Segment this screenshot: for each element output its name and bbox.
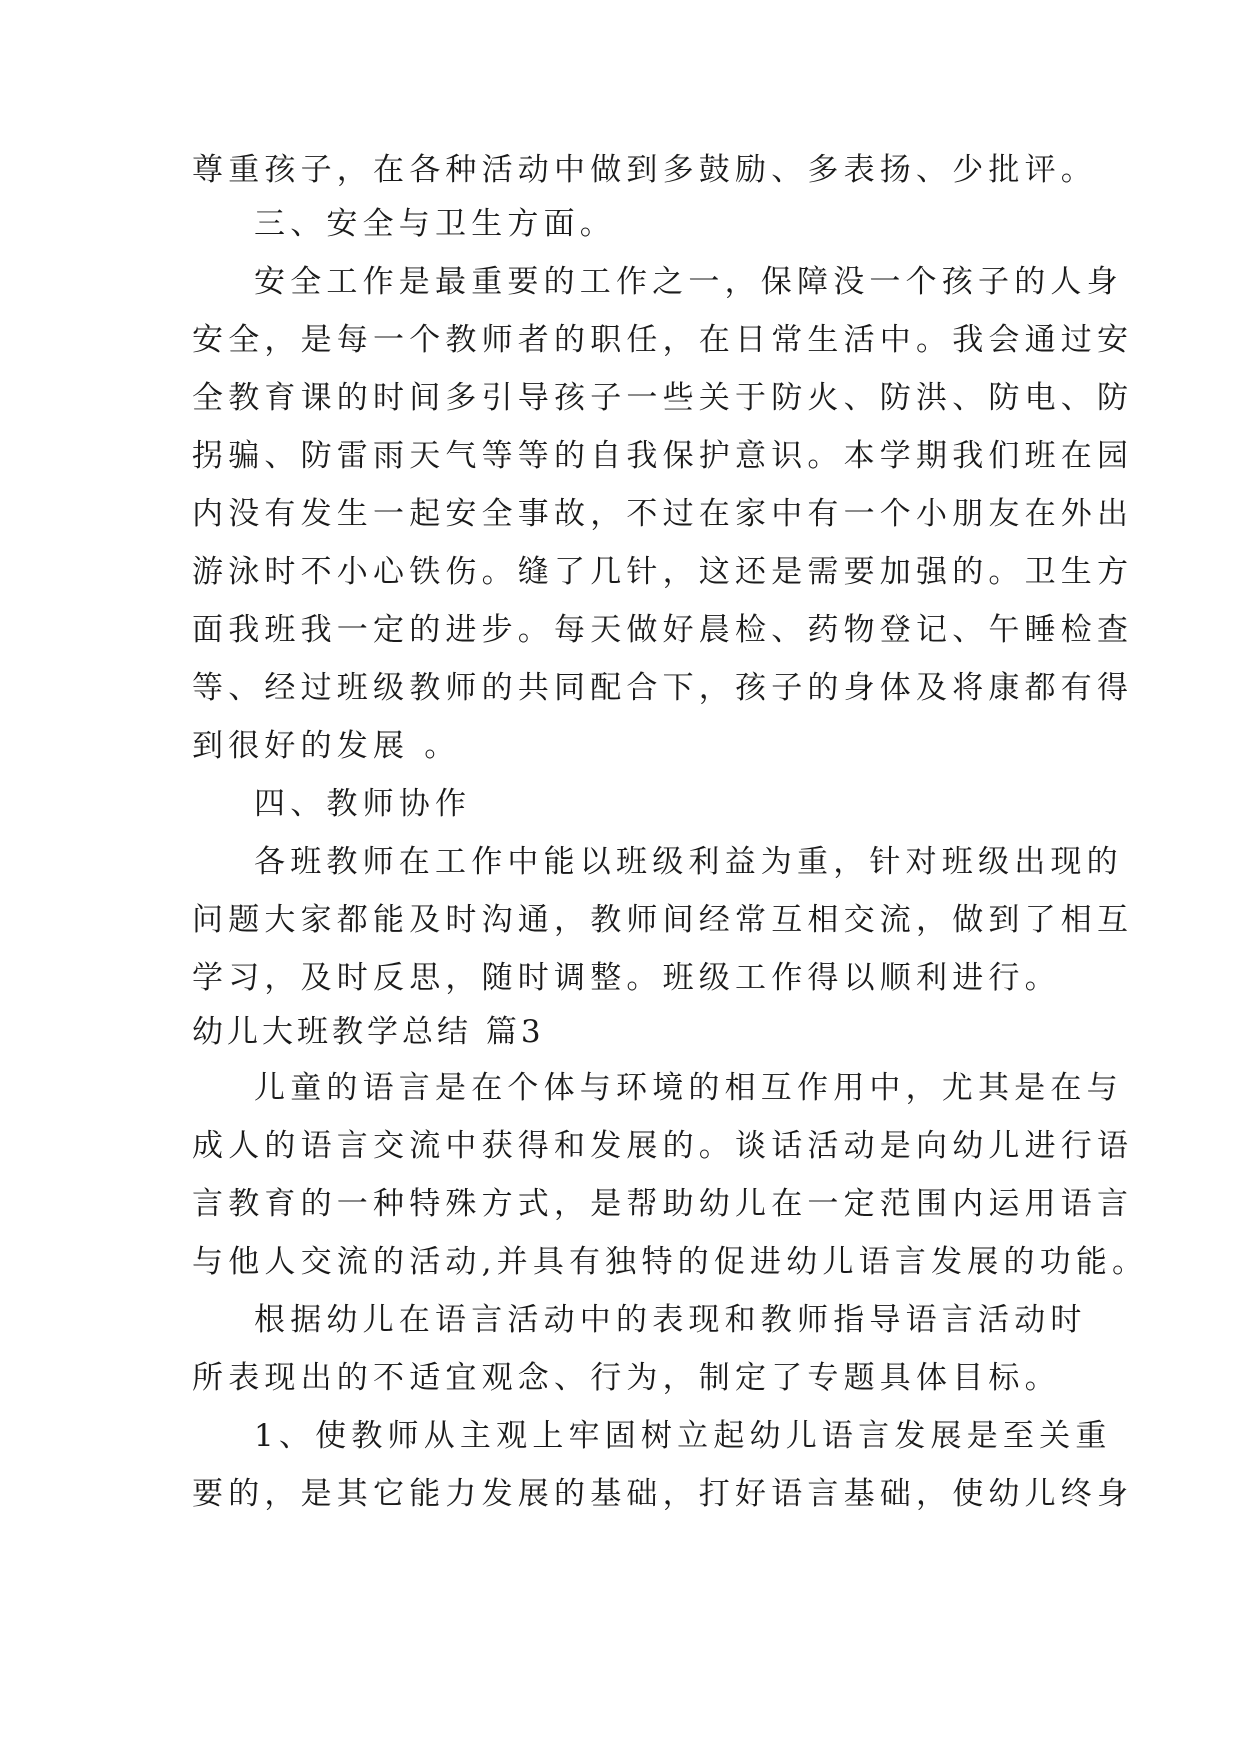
text-line: 问题大家都能及时沟通，教师间经常互相交流，做到了相互: [192, 902, 1134, 938]
text-line: 1、使教师从主观上牢固树立起幼儿语言发展是至关重: [254, 1418, 1112, 1454]
section-heading-teacher-cooperation: 四、教师协作: [254, 786, 472, 822]
text-line: 儿童的语言是在个体与环境的相互作用中，尤其是在与: [254, 1070, 1123, 1106]
text-line: 拐骗、防雷雨天气等等的自我保护意识。本学期我们班在园: [192, 438, 1134, 474]
text-line: 尊重孩子，在各种活动中做到多鼓励、多表扬、少批评。: [192, 152, 1097, 188]
text-line: 安全，是每一个教师者的职任，在日常生活中。我会通过安: [192, 322, 1134, 358]
text-line: 要的，是其它能力发展的基础，打好语言基础，使幼儿终身: [192, 1476, 1134, 1512]
text-line: 到很好的发展 。: [192, 728, 461, 764]
text-line: 安全工作是最重要的工作之一，保障没一个孩子的人身: [254, 264, 1123, 300]
text-line: 内没有发生一起安全事故，不过在家中有一个小朋友在外出: [192, 496, 1134, 532]
text-line: 面我班我一定的进步。每天做好晨检、药物登记、午睡检查: [192, 612, 1134, 648]
text-line: 游泳时不小心铁伤。缝了几针，这还是需要加强的。卫生方: [192, 554, 1134, 590]
article-title: 幼儿大班教学总结 篇3: [192, 1014, 545, 1050]
section-heading-safety-hygiene: 三、安全与卫生方面。: [254, 206, 616, 242]
text-line: 全教育课的时间多引导孩子一些关于防火、防洪、防电、防: [192, 380, 1134, 416]
text-line: 各班教师在工作中能以班级利益为重，针对班级出现的: [254, 844, 1123, 880]
text-line: 根据幼儿在语言活动中的表现和教师指导语言活动时: [254, 1302, 1087, 1338]
text-line: 言教育的一种特殊方式，是帮助幼儿在一定范围内运用语言: [192, 1186, 1134, 1222]
text-line: 等、经过班级教师的共同配合下，孩子的身体及将康都有得: [192, 670, 1134, 706]
text-line: 学习，及时反思，随时调整。班级工作得以顺利进行。: [192, 960, 1061, 996]
text-line: 成人的语言交流中获得和发展的。谈话活动是向幼儿进行语: [192, 1128, 1134, 1164]
text-line: 所表现出的不适宜观念、行为，制定了专题具体目标。: [192, 1360, 1061, 1396]
text-line: 与他人交流的活动,并具有独特的促进幼儿语言发展的功能。: [192, 1244, 1149, 1280]
